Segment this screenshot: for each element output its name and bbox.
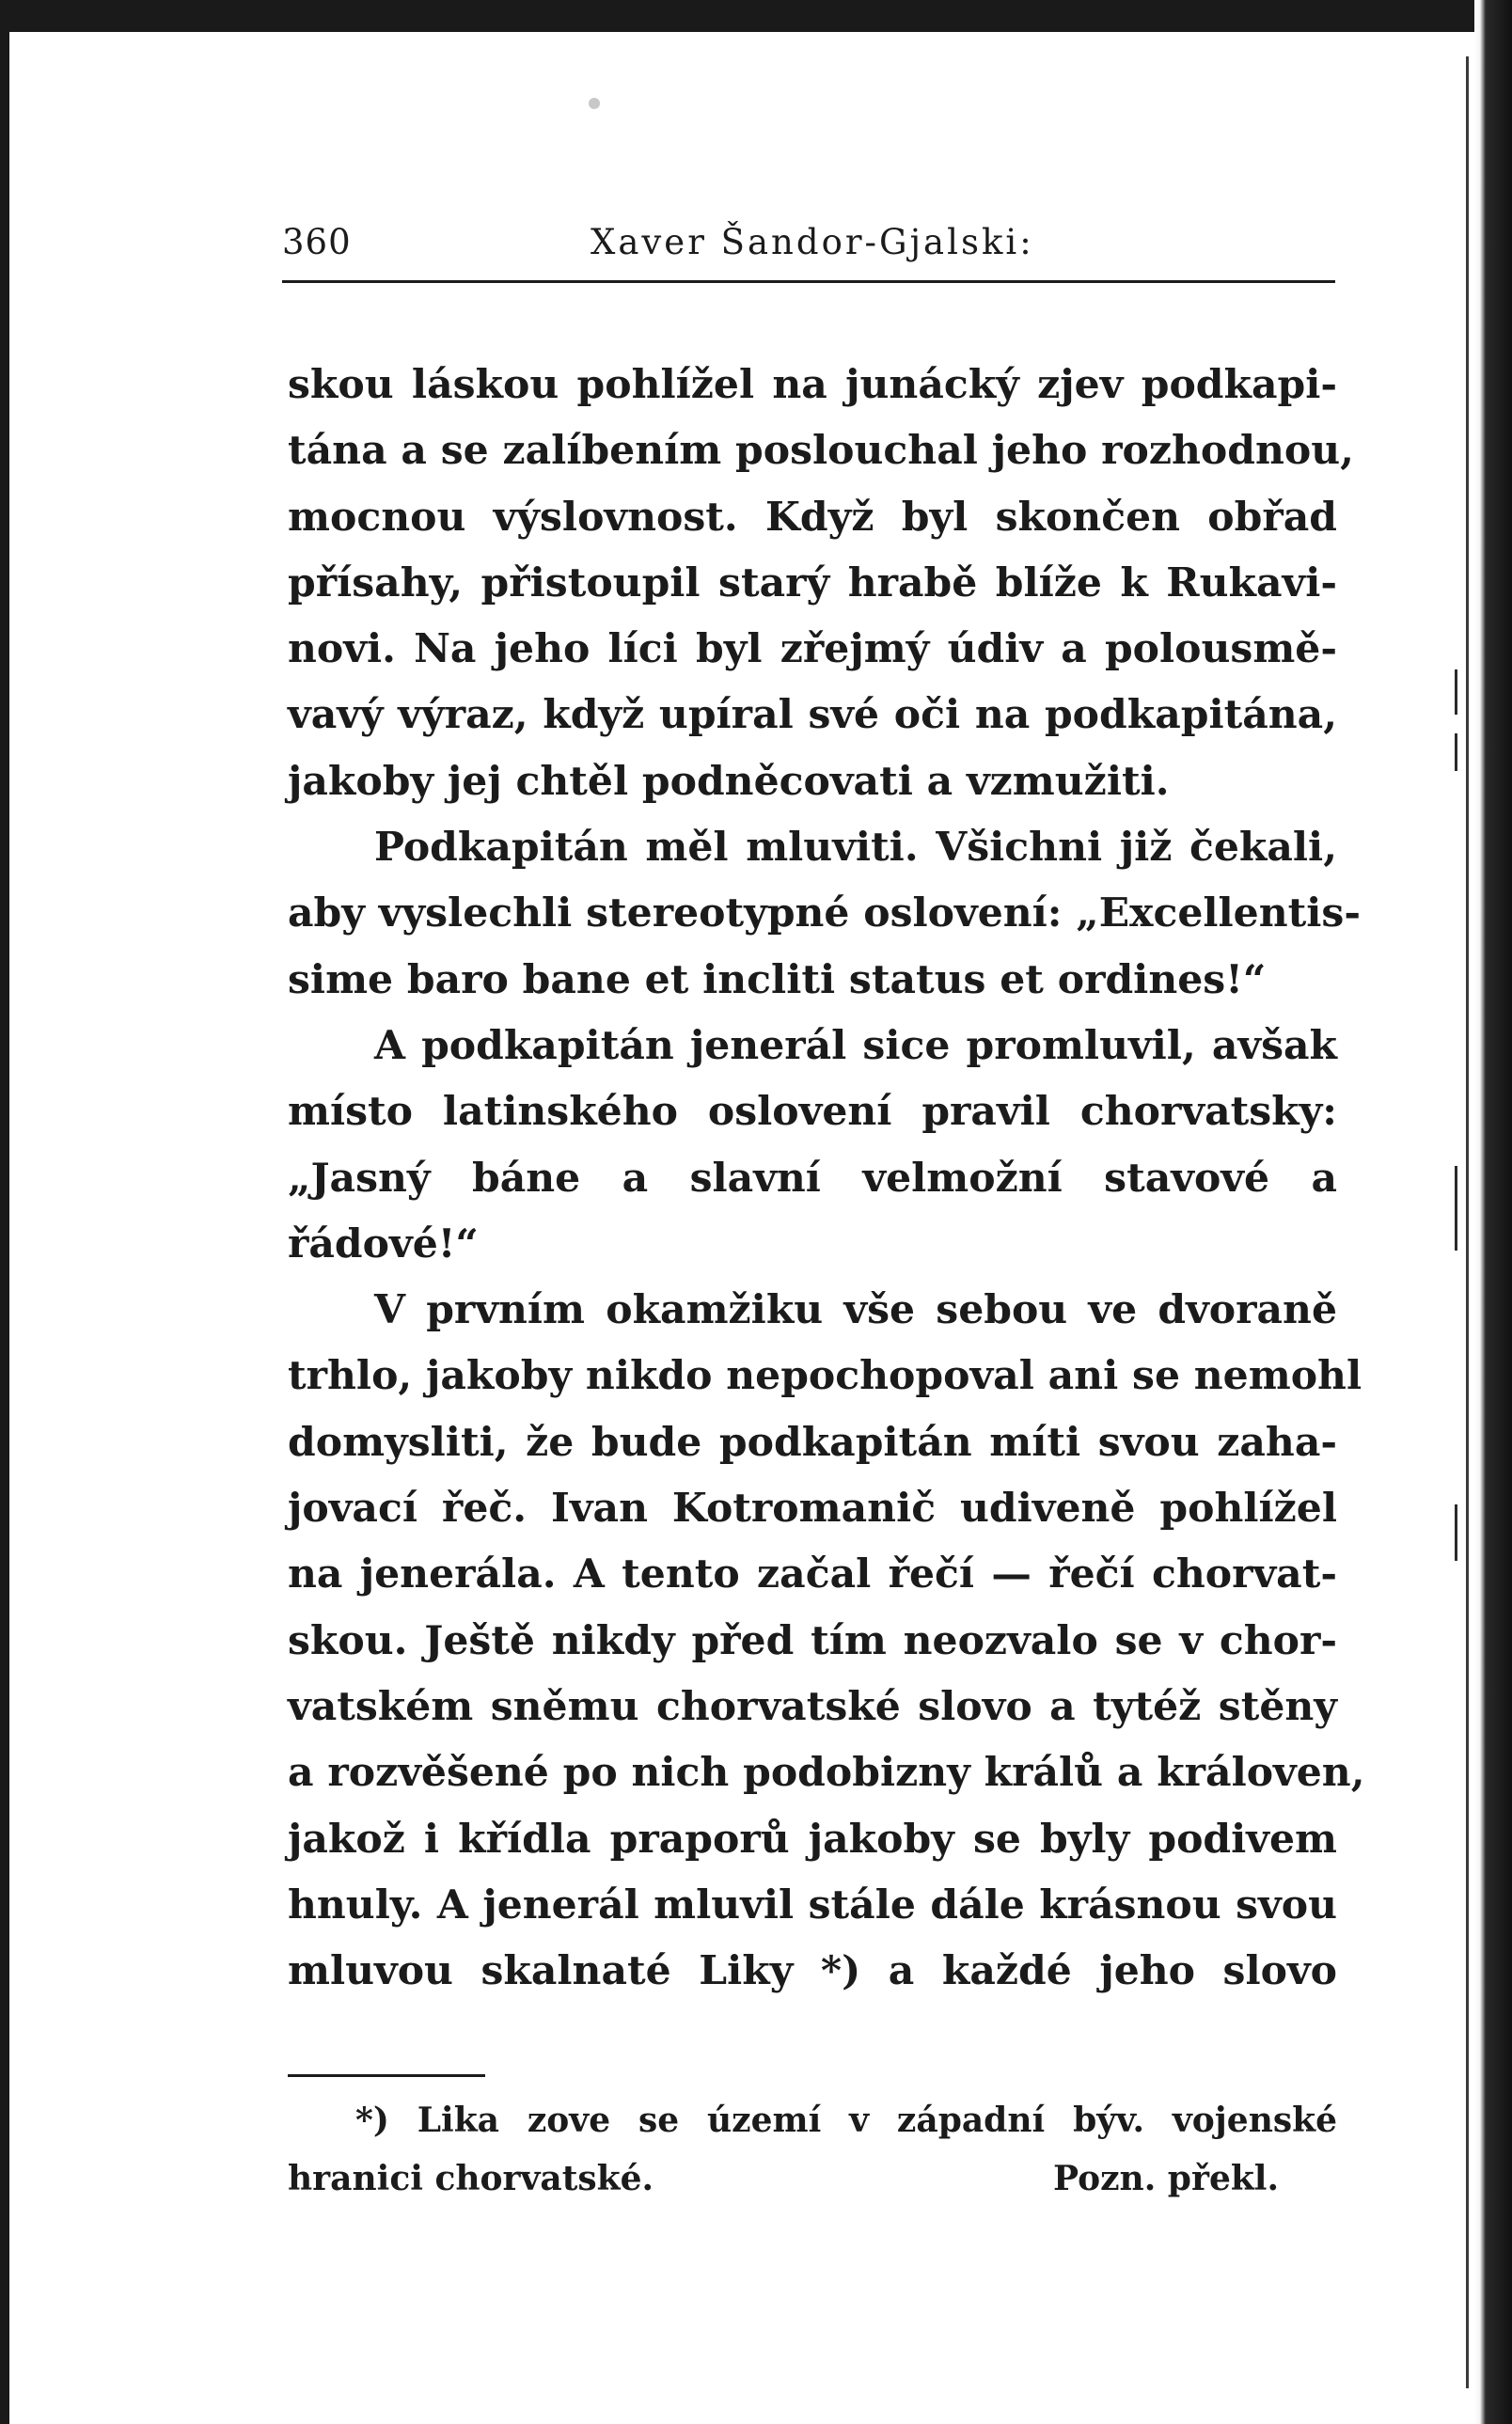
text-line: A podkapitán jenerál sice promluvil, avšak bbox=[374, 1021, 1337, 1069]
book-spine-edge bbox=[1474, 0, 1512, 2424]
footnote-line: *) Lika zove se území v západní býv. vojenské bbox=[355, 2101, 1337, 2140]
footnote-text: hranici chorvatské. bbox=[288, 2159, 654, 2198]
text-line: řádové!“ bbox=[288, 1220, 479, 1267]
text-line: mocnou výslovnost. Když byl skončen obřad bbox=[288, 493, 1337, 541]
footnote bbox=[288, 2069, 1337, 2208]
text-line: V prvním okamžiku vše sebou ve dvoraně bbox=[374, 1286, 1337, 1334]
text-line: jovací řeč. Ivan Kotromanič udiveně pohlížel bbox=[288, 1485, 1337, 1533]
text-line: na jenerála. A tento začal řečí — řečí chorvat- bbox=[288, 1550, 1337, 1598]
page-number: 360 bbox=[282, 222, 352, 262]
running-head: Xaver Šandor-Gjalski: bbox=[591, 222, 1034, 262]
text-line: vatském sněmu chorvatské slovo a tytéž stěny bbox=[288, 1682, 1337, 1730]
text-line: jakož i křídla praporů jakoby se byly podivem bbox=[288, 1815, 1337, 1863]
text-line: sime baro bane et incliti status et ordines!“ bbox=[288, 955, 1267, 1003]
text-line: trhlo, jakoby nikdo nepochopoval ani se nemohl bbox=[288, 1352, 1362, 1400]
text-line: tána a se zalíbením poslouchal jeho rozhodnou, bbox=[288, 427, 1354, 475]
text-line: domysliti, že bude podkapitán míti svou zaha- bbox=[288, 1418, 1337, 1466]
margin-mark bbox=[1455, 1504, 1457, 1561]
text-line: „Jasný báne a slavní velmožní stavové a bbox=[288, 1154, 1337, 1202]
text-line: hnuly. A jenerál mluvil stále dále krásnou svou bbox=[288, 1881, 1337, 1928]
text-line: aby vyslechli stereotypné oslovení: „Excellentis- bbox=[288, 889, 1361, 937]
margin-mark bbox=[1455, 1166, 1457, 1251]
text-line: skou láskou pohlížel na junácký zjev podkapi- bbox=[288, 361, 1337, 408]
text-line: a rozvěšené po nich podobizny králů a královen, bbox=[288, 1749, 1365, 1797]
margin-mark bbox=[1455, 669, 1457, 715]
text-line: přísahy, přistoupil starý hrabě blíže k Rukavi- bbox=[288, 559, 1337, 606]
footnote-credit: Pozn. překl. bbox=[1053, 2159, 1279, 2198]
text-line: místo latinského oslovení pravil chorvatsky: bbox=[288, 1088, 1337, 1136]
body-text bbox=[288, 352, 1365, 2004]
text-line: Podkapitán měl mluviti. Všichni již čekali, bbox=[374, 824, 1337, 872]
footnote-line bbox=[288, 2149, 1337, 2208]
page-edge-line bbox=[1466, 56, 1469, 2388]
paper-speck bbox=[589, 98, 600, 109]
margin-mark bbox=[1455, 733, 1457, 771]
text-line: mluvou skalnaté Liky *) a každé jeho slovo bbox=[288, 1947, 1337, 1995]
page-header bbox=[282, 222, 1335, 278]
header-rule bbox=[282, 280, 1335, 283]
text-line: jakoby jej chtěl podněcovati a vzmužiti. bbox=[288, 757, 1170, 805]
text-line: vavý výraz, když upíral své oči na podkapitána, bbox=[288, 691, 1337, 739]
text-line: novi. Na jeho líci byl zřejmý údiv a polousmě- bbox=[288, 625, 1337, 673]
text-line: skou. Ještě nikdy před tím neozvalo se v chor- bbox=[288, 1616, 1337, 1664]
